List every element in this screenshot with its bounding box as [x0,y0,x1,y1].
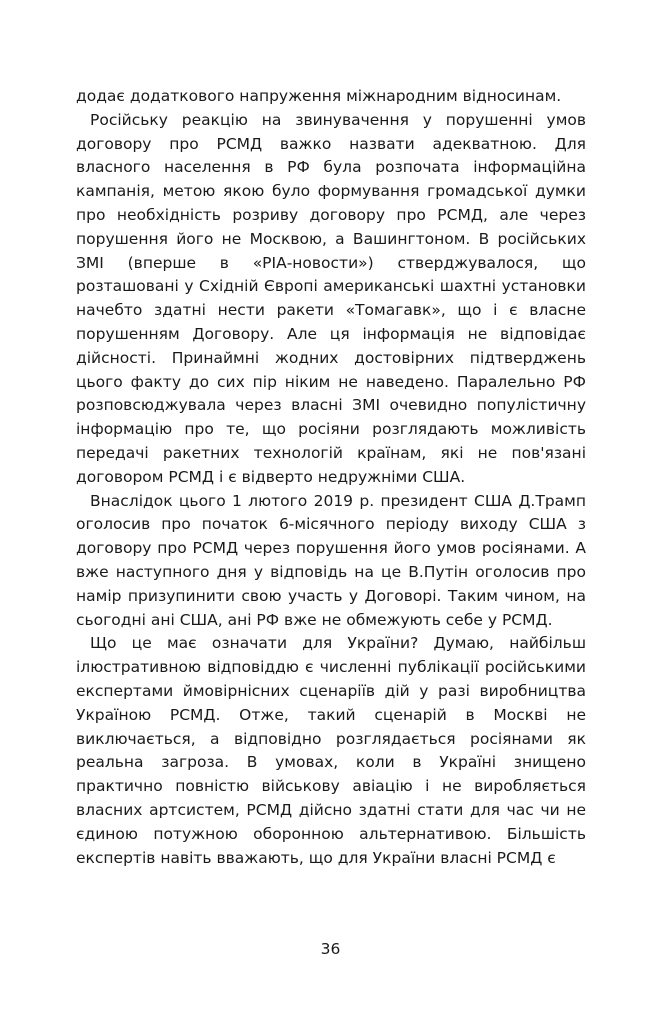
body-text [76,85,586,870]
paragraph-russian-reaction: Російську реакцію на звинувачення у порушенні умов договору про РСМД важко назвати адекватною. Для власного населення в РФ була розпочата інформаційна кампанія, метою якою було формування громадської думки про необхідність розриву договору про РСМД, але через порушення його не Москвою, а Вашингтоном. В російських ЗМІ (вперше в «РІА-новости») стверджувалося, що розташовані у Східній Європі американські шахтні установки начебто здатні нести ракети «Томагавк», що і є власне порушенням Договору. Але ця інформація не відповідає дійсності. Принаймні жодних достовірних підтверджень цього факту до сих пір ніким не наведено. Паралельно РФ розповсюджувала через власні ЗМІ очевидно популістичну інформацію про те, що росіяни розглядають можливість передачі ракетних технологій країнам, які не пов'язані договором РСМД і є відверто недружніми США. [76,110,586,486]
page-number: 36 [320,940,341,958]
paragraph-continuation: додає додаткового напруження міжнародним відносинам. [76,87,562,105]
paragraph-withdrawal: Внаслідок цього 1 лютого 2019 р. президент США Д.Трамп оголосив про початок 6-місячного періоду виходу США з договору про РСМД через порушення його умов росіянами. А вже наступного дня у відповідь на це В.Путін оголосив про намір призупинити свою участь у Договорі. Таким чином, на сьогодні ані США, ані РФ вже не обмежують себе у РСМД. [76,491,586,629]
paragraph-ukraine: Що це має означати для України? Думаю, найбільш ілюстративною відповіддю є численні публікації російськими експертами ймовірнісних сценаріїв дій у разі виробництва Україною РСМД. Отже, такий сценарій в Москві не виключається, а відповідно розглядається росіянами як реальна загроза. В умовах, коли в Україні знищено практично повністю військову авіацію і не виробляється власних артсистем, РСМД дійсно здатні стати для час чи не єдиною потужною оборонною альтернативою. Більшість експертів навіть вважають, що для України власні РСМД є [76,634,586,867]
